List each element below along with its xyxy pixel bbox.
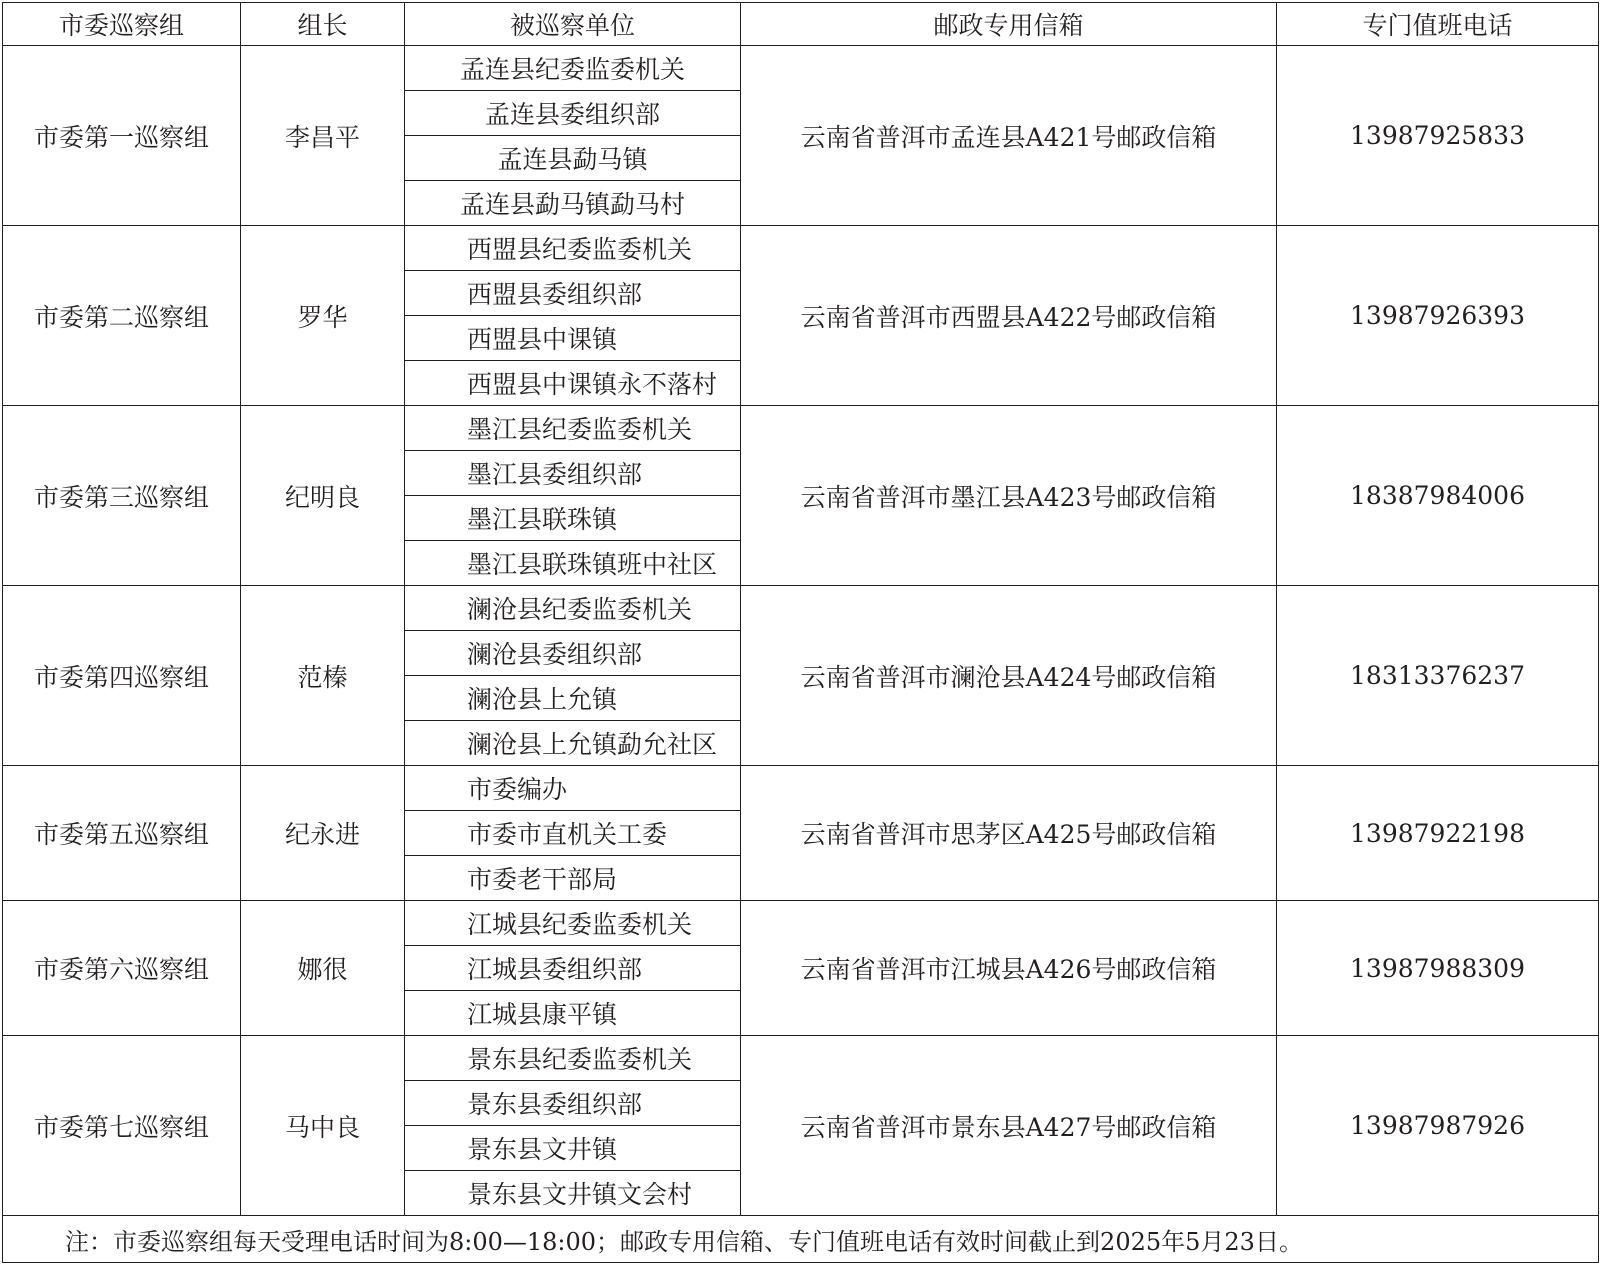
inspected-unit: 景东县委组织部 <box>405 1081 741 1126</box>
group-leader: 娜很 <box>241 901 405 1036</box>
note-row <box>3 1216 1599 1263</box>
duty-phone: 18313376237 <box>1277 586 1599 766</box>
table-body <box>3 46 1599 1216</box>
postal-mailbox: 云南省普洱市墨江县A423号邮政信箱 <box>741 406 1277 586</box>
postal-mailbox: 云南省普洱市景东县A427号邮政信箱 <box>741 1036 1277 1216</box>
group-name: 市委第一巡察组 <box>3 46 241 226</box>
duty-phone: 18387984006 <box>1277 406 1599 586</box>
inspected-unit: 景东县文井镇文会村 <box>405 1171 741 1216</box>
inspected-unit: 孟连县纪委监委机关 <box>405 46 741 91</box>
table-row <box>3 1036 1599 1081</box>
group-name: 市委第三巡察组 <box>3 406 241 586</box>
table-row <box>3 766 1599 811</box>
postal-mailbox: 云南省普洱市西盟县A422号邮政信箱 <box>741 226 1277 406</box>
postal-mailbox: 云南省普洱市思茅区A425号邮政信箱 <box>741 766 1277 901</box>
duty-phone: 13987922198 <box>1277 766 1599 901</box>
header-units: 被巡察单位 <box>405 3 741 46</box>
group-leader: 罗华 <box>241 226 405 406</box>
duty-phone: 13987925833 <box>1277 46 1599 226</box>
inspected-unit: 市委编办 <box>405 766 741 811</box>
inspected-unit: 西盟县中课镇永不落村 <box>405 361 741 406</box>
header-group: 市委巡察组 <box>3 3 241 46</box>
header-leader: 组长 <box>241 3 405 46</box>
inspected-unit: 江城县纪委监委机关 <box>405 901 741 946</box>
inspection-table <box>2 2 1599 1263</box>
table-row <box>3 226 1599 271</box>
inspected-unit: 市委市直机关工委 <box>405 811 741 856</box>
duty-phone: 13987926393 <box>1277 226 1599 406</box>
inspected-unit: 墨江县联珠镇班中社区 <box>405 541 741 586</box>
inspected-unit: 孟连县勐马镇勐马村 <box>405 181 741 226</box>
inspected-unit: 西盟县中课镇 <box>405 316 741 361</box>
table-row <box>3 586 1599 631</box>
inspected-unit: 江城县委组织部 <box>405 946 741 991</box>
table-row <box>3 901 1599 946</box>
inspected-unit: 孟连县委组织部 <box>405 91 741 136</box>
inspected-unit: 墨江县纪委监委机关 <box>405 406 741 451</box>
inspected-unit: 澜沧县委组织部 <box>405 631 741 676</box>
group-name: 市委第四巡察组 <box>3 586 241 766</box>
group-leader: 范榛 <box>241 586 405 766</box>
table-row <box>3 46 1599 91</box>
group-name: 市委第六巡察组 <box>3 901 241 1036</box>
inspected-unit: 西盟县委组织部 <box>405 271 741 316</box>
group-leader: 纪永进 <box>241 766 405 901</box>
inspected-unit: 澜沧县上允镇勐允社区 <box>405 721 741 766</box>
footnote: 注：市委巡察组每天受理电话时间为8:00—18:00；邮政专用信箱、专门值班电话有效时间截止到2025年5月23日。 <box>3 1216 1599 1263</box>
group-name: 市委第二巡察组 <box>3 226 241 406</box>
inspected-unit: 墨江县联珠镇 <box>405 496 741 541</box>
inspected-unit: 西盟县纪委监委机关 <box>405 226 741 271</box>
inspected-unit: 孟连县勐马镇 <box>405 136 741 181</box>
group-name: 市委第五巡察组 <box>3 766 241 901</box>
group-leader: 马中良 <box>241 1036 405 1216</box>
postal-mailbox: 云南省普洱市澜沧县A424号邮政信箱 <box>741 586 1277 766</box>
inspected-unit: 景东县文井镇 <box>405 1126 741 1171</box>
table-header-row <box>3 3 1599 46</box>
inspected-unit: 市委老干部局 <box>405 856 741 901</box>
postal-mailbox: 云南省普洱市孟连县A421号邮政信箱 <box>741 46 1277 226</box>
duty-phone: 13987988309 <box>1277 901 1599 1036</box>
inspected-unit: 景东县纪委监委机关 <box>405 1036 741 1081</box>
table-row <box>3 406 1599 451</box>
group-leader: 李昌平 <box>241 46 405 226</box>
group-leader: 纪明良 <box>241 406 405 586</box>
inspected-unit: 澜沧县纪委监委机关 <box>405 586 741 631</box>
duty-phone: 13987987926 <box>1277 1036 1599 1216</box>
inspected-unit: 江城县康平镇 <box>405 991 741 1036</box>
postal-mailbox: 云南省普洱市江城县A426号邮政信箱 <box>741 901 1277 1036</box>
header-phone: 专门值班电话 <box>1277 3 1599 46</box>
inspected-unit: 墨江县委组织部 <box>405 451 741 496</box>
inspected-unit: 澜沧县上允镇 <box>405 676 741 721</box>
group-name: 市委第七巡察组 <box>3 1036 241 1216</box>
header-mailbox: 邮政专用信箱 <box>741 3 1277 46</box>
